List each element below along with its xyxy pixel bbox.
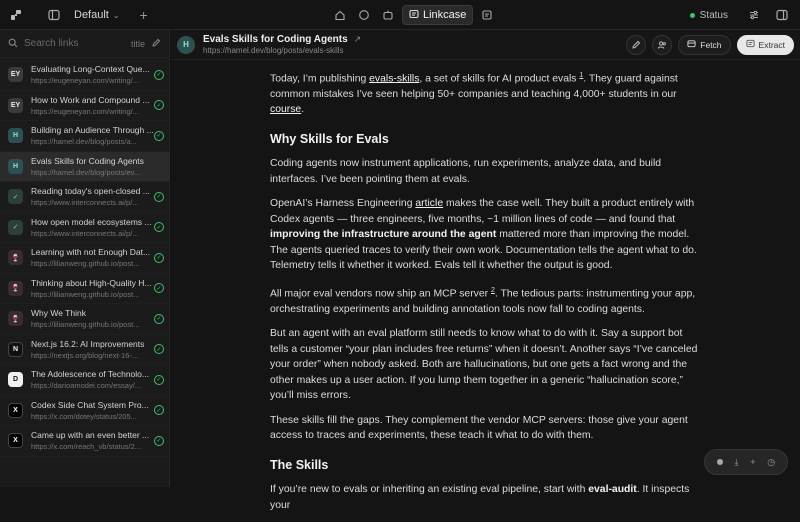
- link-title: Evaluating Long-Context Que...: [31, 64, 150, 75]
- link-title: Next.js 16.2: AI Improvements: [31, 338, 145, 349]
- list-item-text: [31, 94, 150, 116]
- check-circle-icon: ✓: [154, 253, 164, 263]
- edit-icon[interactable]: [151, 35, 161, 53]
- archive-icon: [687, 39, 696, 50]
- link-url: https://nextjs.org/blog/next-16-...: [31, 350, 139, 360]
- site-favicon-icon: 🍷: [8, 281, 23, 296]
- list-item[interactable]: [0, 213, 170, 244]
- add-icon[interactable]: +: [750, 457, 756, 467]
- top-bar-right: [690, 5, 792, 25]
- add-icon[interactable]: +: [139, 7, 148, 23]
- link-url: https://eugeneyan.com/writing/...: [31, 76, 139, 86]
- list-item-text: [31, 156, 164, 177]
- page-title: Evals Skills for Coding Agents: [203, 34, 348, 45]
- search-filter-label[interactable]: title: [130, 38, 145, 49]
- text: All major eval vendors now ship an MCP server: [270, 288, 491, 300]
- sliders-icon[interactable]: [744, 5, 764, 25]
- text: . It inspects your: [270, 484, 690, 511]
- extract-button[interactable]: [737, 35, 794, 55]
- site-favicon-icon: EY: [8, 98, 23, 113]
- extract-label: Extract: [758, 39, 785, 50]
- section-heading: Why Skills for Evals: [270, 131, 389, 146]
- chat-icon[interactable]: [354, 5, 374, 25]
- notes-icon[interactable]: [477, 5, 497, 25]
- text: mattered more than improving the model. The agents queried traces to verify their own work. Documentation tells the agent what to do. Telemetry tells it whether it worked. Evals tell it whether the output is good.: [270, 229, 697, 272]
- link-title: Evals Skills for Coding Agents: [31, 155, 144, 166]
- users-icon: [657, 40, 667, 50]
- list-item[interactable]: [0, 182, 170, 213]
- article-title-row: [203, 34, 626, 45]
- site-favicon-icon: D: [8, 372, 23, 387]
- evals-skills-link[interactable]: evals-skills: [369, 73, 420, 85]
- site-favicon-icon: ✓: [8, 189, 23, 204]
- check-circle-icon: ✓: [154, 70, 164, 80]
- article-header-text: [203, 34, 626, 55]
- site-favicon-icon: EY: [8, 67, 23, 82]
- history-icon[interactable]: ◷: [767, 456, 776, 467]
- search-icon: [8, 35, 18, 53]
- site-favicon-icon: N: [8, 342, 23, 357]
- link-url: https://eugeneyan.com/writing/...: [31, 106, 139, 116]
- workspace-label: Default: [74, 9, 109, 21]
- link-url: https://x.com/reach_vb/status/2...: [31, 442, 142, 452]
- status-label: Status: [699, 9, 728, 21]
- list-item-text: [31, 64, 150, 86]
- section-heading: The Skills: [270, 457, 329, 472]
- text: Today, I’m publishing: [270, 73, 370, 85]
- paragraph: [270, 196, 698, 274]
- footnote-link[interactable]: 1: [579, 72, 584, 79]
- list-item-text: [31, 308, 146, 329]
- top-bar: [0, 0, 800, 30]
- list-item-text: [31, 339, 146, 360]
- list-item[interactable]: [0, 60, 170, 91]
- site-favicon-icon: ✓: [8, 220, 23, 235]
- check-circle-icon: ✓: [154, 222, 164, 232]
- bold-text: eval-audit: [588, 484, 637, 496]
- article-header: [171, 30, 800, 60]
- link-title: Learning with not Enough Dat...: [31, 247, 151, 258]
- link-url: https://www.interconnects.ai/p/...: [31, 198, 139, 208]
- course-link[interactable]: course: [270, 104, 302, 116]
- list-item[interactable]: [0, 396, 170, 427]
- list-item[interactable]: [0, 274, 170, 305]
- list-item-text: [31, 399, 149, 421]
- link-url: https://hamel.dev/blog/posts/ev...: [31, 167, 141, 177]
- status-indicator[interactable]: [690, 10, 728, 21]
- text: makes the case well. They built a product entirely with Codex agents — three engineers, five months, ~1 million lines of code — and found that: [270, 198, 695, 225]
- home-icon[interactable]: [330, 5, 350, 25]
- article-link[interactable]: article: [415, 198, 444, 210]
- main-panel: [171, 30, 800, 511]
- site-favicon-icon: X: [8, 403, 23, 418]
- text: . They guard against common mistakes I’ve seen helping 50+ companies and teaching 4,000+ students in our: [270, 73, 678, 100]
- paragraph: [270, 68, 698, 118]
- link-url: https://lilianweng.github.io/post...: [31, 259, 140, 269]
- paragraph: [270, 482, 698, 513]
- text: . The tedious parts: instrumenting your app, orchestrating experiments and building annotation tools now fall to coding agents.: [270, 288, 696, 315]
- list-item-text: [31, 125, 154, 147]
- fetch-label: Fetch: [700, 39, 722, 50]
- list-item-text: [31, 277, 152, 299]
- list-item-text: [31, 247, 151, 269]
- site-favicon-icon: H: [177, 36, 195, 54]
- check-circle-icon: ✓: [154, 314, 164, 324]
- check-circle-icon: ✓: [154, 375, 164, 385]
- panel-toggle-icon[interactable]: [772, 5, 792, 25]
- bot-icon[interactable]: [378, 5, 398, 25]
- check-circle-icon: ✓: [154, 192, 164, 202]
- site-favicon-icon: 🍷: [8, 250, 23, 265]
- check-circle-icon: ✓: [154, 405, 164, 415]
- check-circle-icon: ✓: [154, 283, 164, 293]
- list-item-selected[interactable]: [0, 152, 170, 183]
- linkcase-icon: [409, 9, 419, 22]
- link-url: https://x.com/dotey/status/205...: [31, 411, 137, 421]
- link-url: https://hamel.dev/blog/posts/a...: [31, 137, 137, 147]
- sidebar: [0, 30, 170, 487]
- search-input[interactable]: [24, 38, 125, 49]
- link-url: https://lilianweng.github.io/post...: [31, 289, 140, 299]
- site-favicon-icon: H: [8, 159, 23, 174]
- search-bar: [0, 30, 169, 58]
- list-item[interactable]: [0, 365, 170, 396]
- download-icon[interactable]: ⤓: [734, 456, 739, 467]
- list-item-text: [31, 186, 150, 208]
- check-circle-icon: ✓: [154, 100, 164, 110]
- fetch-button[interactable]: [678, 35, 730, 55]
- link-title: The Adolescence of Technolo...: [31, 369, 149, 380]
- sidebar-toggle-icon[interactable]: [44, 5, 64, 25]
- list-item[interactable]: [0, 243, 170, 274]
- text: .: [301, 104, 305, 116]
- bold-text: improving the infrastructure around the agent: [270, 229, 497, 241]
- paragraph: Coding agents now instrument applications, run experiments, analyze data, and build interfaces. I’ve been pointing them at evals.: [270, 158, 662, 185]
- workspace-selector[interactable]: [74, 9, 120, 21]
- list-item[interactable]: [0, 121, 170, 152]
- text: OpenAI’s Harness Engineering: [270, 198, 416, 210]
- link-url: https://lilianweng.github.io/post...: [31, 320, 140, 330]
- tab-linkcase-label: Linkcase: [423, 9, 467, 21]
- app-tabs: [330, 5, 497, 25]
- paragraph: These skills fill the gaps. They complement the vendor MCP servers: those give your agent access to traces and experiments, these teach it what to do with them.: [270, 414, 688, 442]
- footnote-link[interactable]: 2: [491, 286, 495, 294]
- text: , a set of skills for AI product evals: [419, 73, 580, 85]
- article-body: [270, 68, 698, 522]
- link-title: Thinking about High-Quality H...: [31, 277, 152, 288]
- link-url: https://www.interconnects.ai/p/...: [31, 228, 139, 238]
- link-title: Came up with an even better ...: [31, 430, 150, 441]
- list-item[interactable]: [0, 335, 170, 366]
- list-item-text: [31, 216, 152, 238]
- link-title: How open model ecosystems ...: [31, 216, 152, 227]
- top-bar-left: [6, 5, 154, 25]
- list-item-text: [31, 369, 149, 391]
- tab-linkcase[interactable]: [402, 5, 473, 25]
- record-icon[interactable]: [717, 459, 723, 465]
- paragraph: But an agent with an eval platform still needs to know what to do with it. Say a support bot tells a customer “your plan includes free returns” when it doesn’t. Another says “I’ve canceled your order” when nobody asked. Both are hallucinations, but one gets a fact wrong and the other makes up a user action. If you lump them together in a generic “hallucination score,” you’ll miss errors.: [270, 328, 698, 402]
- site-favicon-icon: H: [8, 128, 23, 143]
- site-favicon-icon: X: [8, 433, 23, 448]
- list-item[interactable]: [0, 91, 170, 122]
- external-link-icon[interactable]: ↗: [353, 34, 362, 44]
- link-title: Reading today's open-closed ...: [31, 186, 150, 197]
- link-title: Codex Side Chat System Pro...: [31, 399, 149, 410]
- status-dot-icon: [690, 13, 695, 18]
- link-list: [0, 60, 170, 457]
- check-circle-icon: ✓: [154, 131, 164, 141]
- link-title: Why We Think: [31, 308, 86, 319]
- page-url[interactable]: https://hamel.dev/blog/posts/evals-skills: [203, 46, 344, 55]
- list-item[interactable]: [0, 304, 170, 335]
- paragraph: [270, 283, 698, 317]
- edit-button[interactable]: [626, 35, 646, 55]
- chevron-down-icon: ⌄: [112, 10, 120, 20]
- check-circle-icon: ✓: [154, 344, 164, 354]
- list-item[interactable]: [0, 426, 170, 457]
- app-logo-icon[interactable]: [6, 5, 26, 25]
- header-actions: [626, 35, 794, 55]
- link-url: https://darioamodei.com/essay/...: [31, 381, 142, 391]
- list-item-text: [31, 430, 150, 452]
- pencil-icon: [631, 40, 641, 50]
- extract-icon: [746, 39, 755, 50]
- link-title: Building an Audience Through ...: [31, 125, 154, 136]
- check-circle-icon: ✓: [154, 436, 164, 446]
- text: If you’re new to evals or inheriting an existing eval pipeline, start with: [270, 484, 589, 496]
- users-button[interactable]: [652, 35, 672, 55]
- floating-toolbar: [704, 449, 788, 475]
- site-favicon-icon: 🍷: [8, 311, 23, 326]
- link-title: How to Work and Compound ...: [31, 94, 150, 105]
